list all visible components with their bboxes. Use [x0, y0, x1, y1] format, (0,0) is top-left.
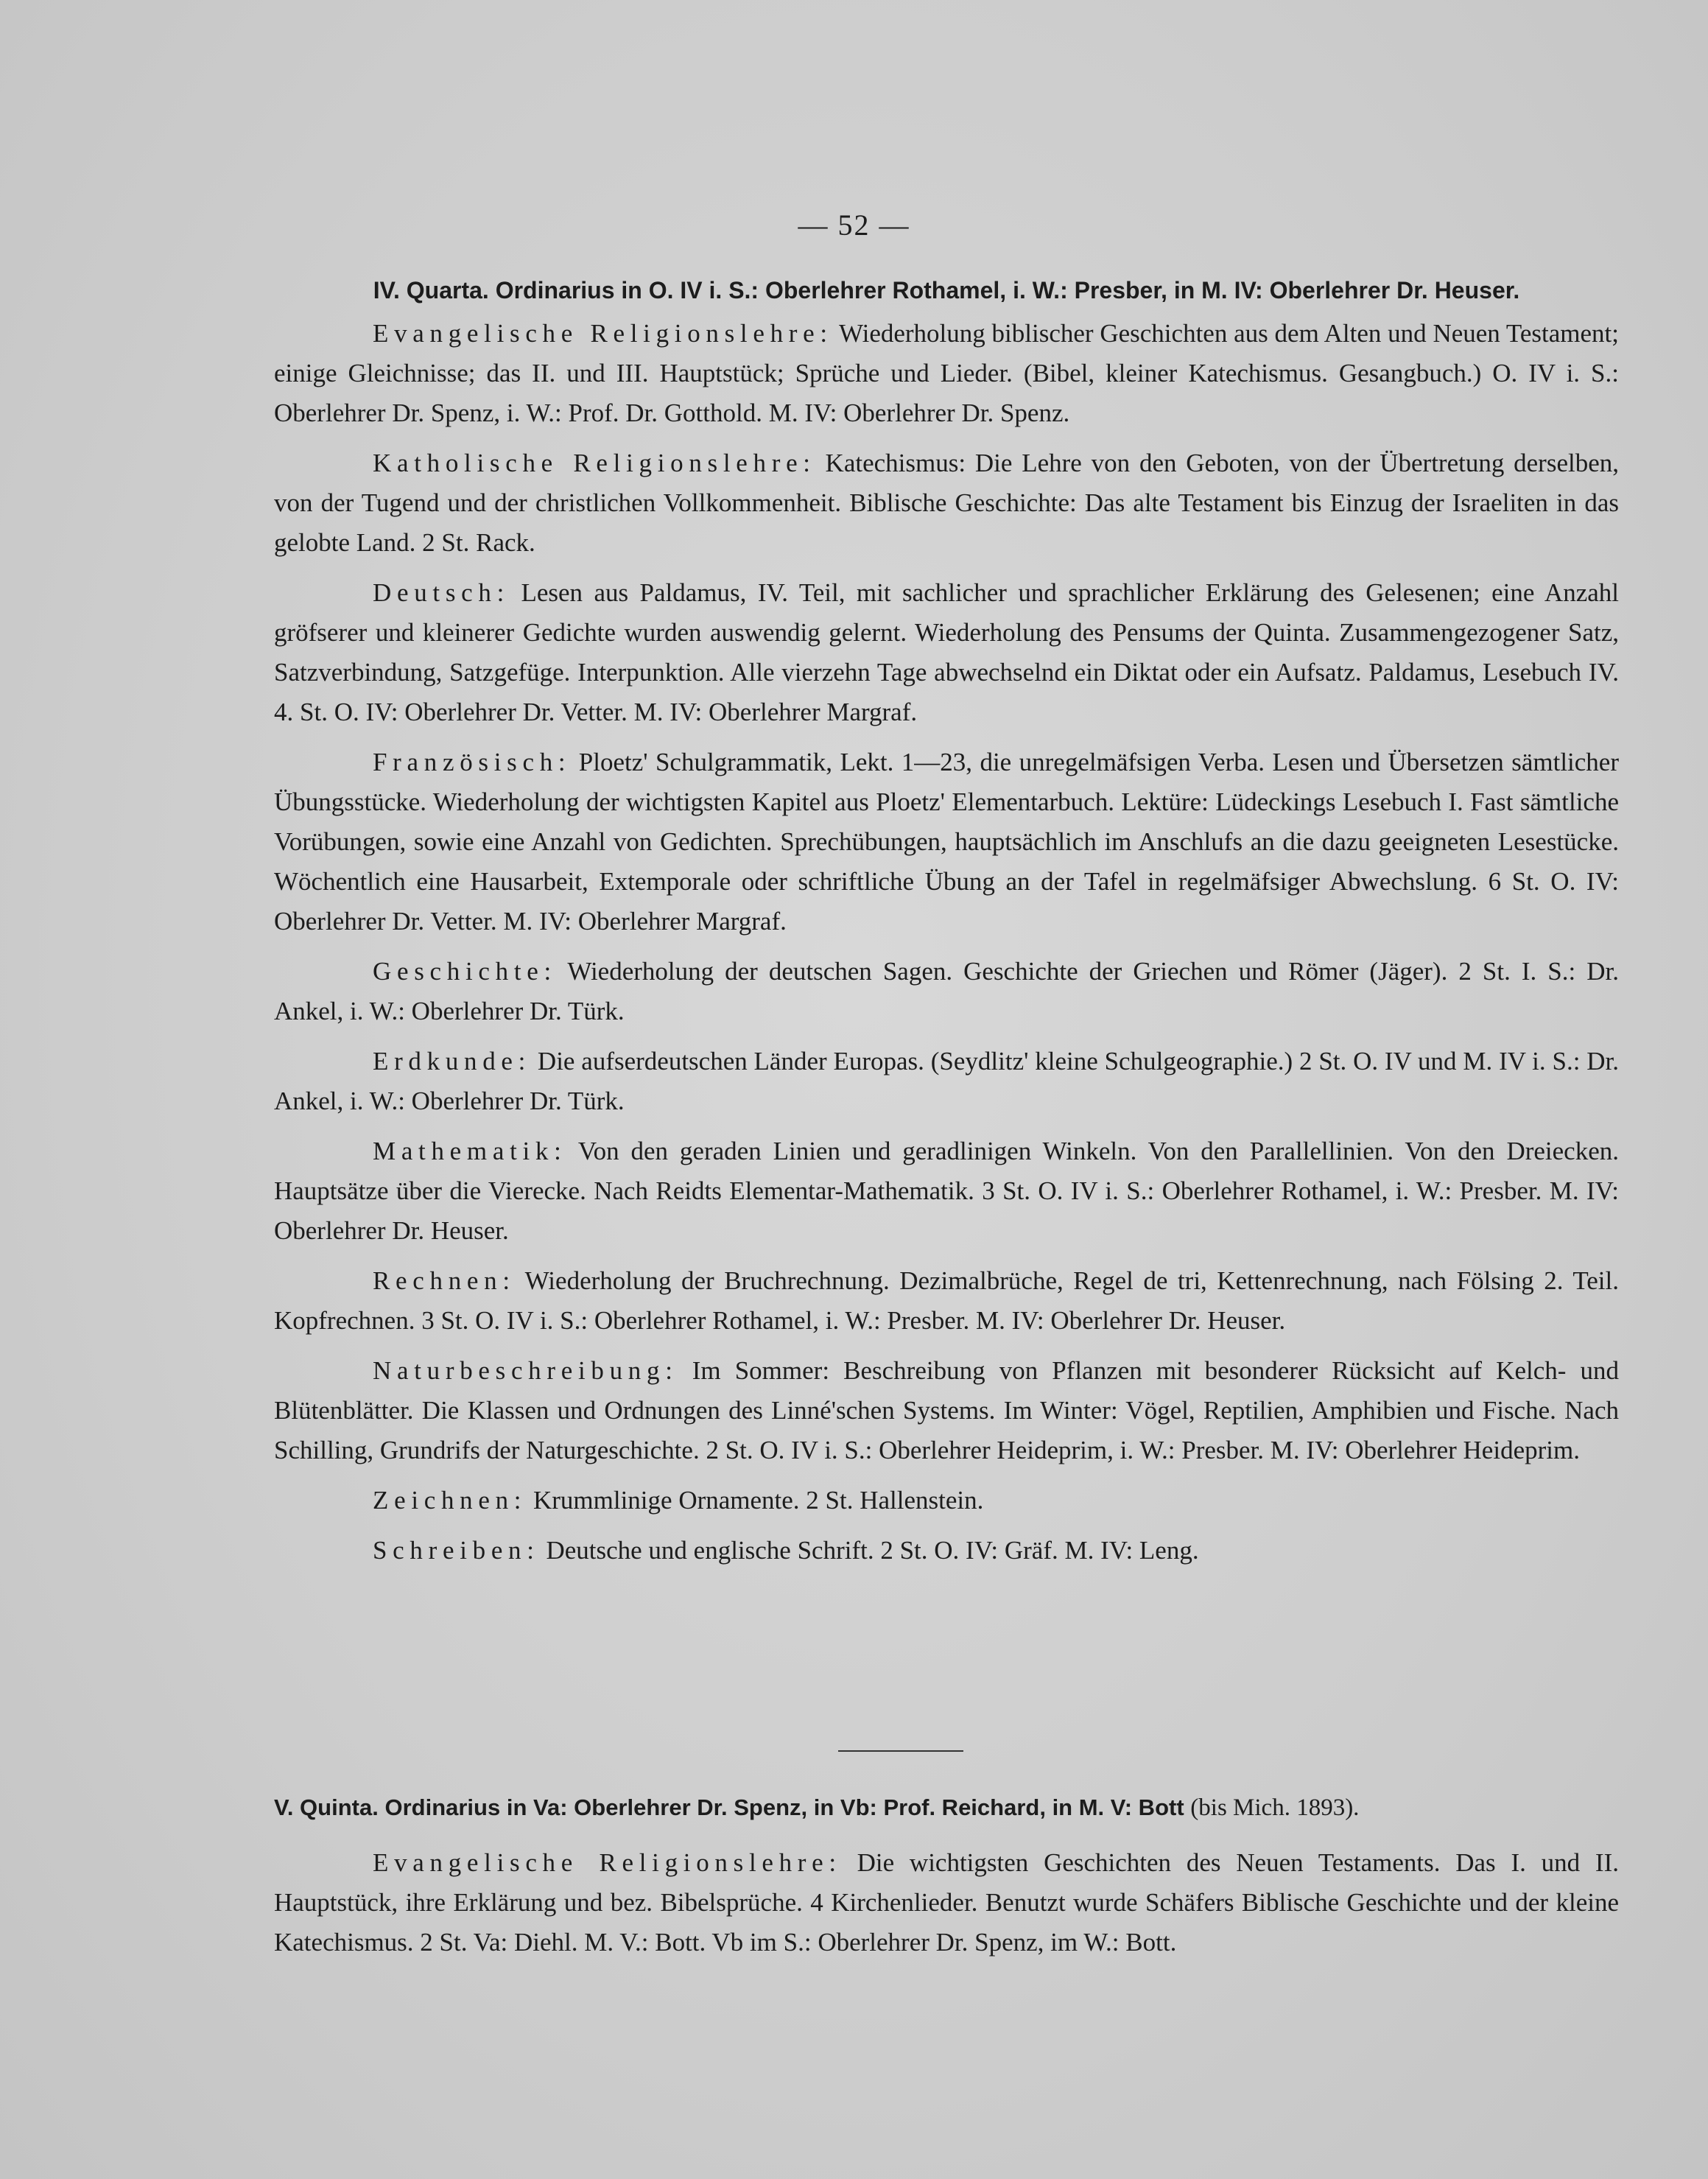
subject-paragraph: [274, 573, 1619, 732]
page-number: — 52 —: [798, 208, 910, 242]
section-quarta: [274, 274, 1619, 1581]
section-quinta: [274, 1792, 1619, 1973]
section-heading-lead: IV. Quarta.: [373, 277, 489, 303]
section-heading-text: Ordinarius in O. IV i. S.: Oberlehrer Rothamel, i. W.: Presber, in M. IV: Oberlehrer Dr. Heuser.: [495, 277, 1520, 303]
subject-paragraph: [274, 1042, 1619, 1121]
subject-text: Im Sommer: Beschreibung von Pflanzen mit besonderer Rücksicht auf Kelch- und Blütenblätter. Die Klassen und Ordnungen des Linné'schen Systems. Im Winter: Vögel, Reptilien, Amphibien und Fische. Nach Schilling, Grundrifs der Naturgeschichte. 2 St. O. IV i. S.: Oberlehrer Heideprim, i. W.: Presber. M. IV: Oberlehrer Heideprim.: [274, 1356, 1619, 1464]
subject-text: Ploetz' Schulgrammatik, Lekt. 1—23, die unregelmäfsigen Verba. Lesen und Übersetzen sämtlicher Übungsstücke. Wiederholung der wichtigsten Kapitel aus Ploetz' Elementarbuch. Lektüre: Lüdeckings Lesebuch I. Fast sämtliche Vorübungen, sowie eine Anzahl von Gedichten. Sprechübungen, hauptsächlich im Anschlufs an die dazu geeigneten Lesestücke. Wöchentlich eine Hausarbeit, Extemporale oder schriftliche Übung an der Tafel in regelmäfsiger Abwechslung. 6 St. O. IV: Oberlehrer Dr. Vetter. M. IV: Oberlehrer Margraf.: [274, 748, 1619, 936]
subject-name: Französisch:: [373, 748, 572, 776]
section-heading-quinta: [274, 1792, 1619, 1824]
subject-text: Deutsche und englische Schrift. 2 St. O. IV: Gräf. M. IV: Leng.: [546, 1536, 1199, 1565]
section-heading-quarta: [274, 274, 1619, 306]
subject-paragraph: [274, 1531, 1619, 1571]
subject-text: Wiederholung biblischer Geschichten aus dem Alten und Neuen Testament; einige Gleichnisse; das II. und III. Hauptstück; Sprüche und Lieder. (Bibel, kleiner Katechismus. Gesangbuch.) O. IV i. S.: Oberlehrer Dr. Spenz, i. W.: Prof. Dr. Gotthold. M. IV: Oberlehrer Dr. Spenz.: [274, 319, 1619, 427]
subject-text: Die aufserdeutschen Länder Europas. (Seydlitz' kleine Schulgeographie.) 2 St. O. IV und M. IV i. S.: Dr. Ankel, i. W.: Oberlehrer Dr. Türk.: [274, 1047, 1619, 1115]
subject-name: Schreiben:: [373, 1536, 540, 1565]
subject-name: Deutsch:: [373, 578, 510, 607]
subject-paragraph: [274, 1131, 1619, 1251]
subject-paragraph: [274, 1261, 1619, 1341]
subject-name: Katholische Religionslehre:: [373, 449, 816, 477]
subject-text: Wiederholung der Bruchrechnung. Dezimalbrüche, Regel de tri, Kettenrechnung, nach Fölsing 2. Teil. Kopfrechnen. 3 St. O. IV i. S.: Oberlehrer Rothamel, i. W.: Presber. M. IV: Oberlehrer Dr. Heuser.: [274, 1266, 1620, 1335]
subject-name: Geschichte:: [373, 957, 557, 986]
subject-text: Die wichtigsten Geschichten des Neuen Testaments. Das I. und II. Hauptstück, ihre Erklärung und bez. Bibelsprüche. 4 Kirchenlieder. Benutzt wurde Schäfers Biblische Geschichte und der kleine Katechismus. 2 St. Va: Diehl. M. V.: Bott. Vb im S.: Oberlehrer Dr. Spenz, im W.: Bott.: [274, 1848, 1619, 1957]
subject-paragraph: [274, 314, 1619, 433]
subject-text: Katechismus: Die Lehre von den Geboten, von der Übertretung derselben, von der Tugend und der christlichen Vollkommenheit. Biblische Geschichte: Das alte Testament bis Einzug der Israeliten in das gelobte Land. 2 St. Rack.: [274, 449, 1619, 557]
subject-paragraph: [274, 1351, 1619, 1470]
subject-name: Evangelische Religionslehre:: [373, 1848, 842, 1877]
subject-name: Zeichnen:: [373, 1486, 527, 1515]
subject-name: Naturbeschreibung:: [373, 1356, 678, 1385]
subject-name: Evangelische Religionslehre:: [373, 319, 833, 348]
subject-text: Von den geraden Linien und geradlinigen Winkeln. Von den Parallellinien. Von den Dreiecken. Hauptsätze über die Vierecke. Nach Reidts Elementar-Mathematik. 3 St. O. IV i. S.: Oberlehrer Rothamel, i. W.: Presber. M. IV: Oberlehrer Dr. Heuser.: [274, 1137, 1619, 1245]
subject-text: Lesen aus Paldamus, IV. Teil, mit sachlicher und sprachlicher Erklärung des Gelesenen; eine Anzahl gröfserer und kleinerer Gedichte wurden auswendig gelernt. Wiederholung des Pensums der Quinta. Zusammengezogener Satz, Satzverbindung, Satzgefüge. Interpunktion. Alle vierzehn Tage abwechselnd ein Diktat oder ein Aufsatz. Paldamus, Lesebuch IV. 4. St. O. IV: Oberlehrer Dr. Vetter. M. IV: Oberlehrer Margraf.: [274, 578, 1619, 726]
section-divider: [838, 1750, 963, 1752]
section-heading-lead: V. Quinta.: [274, 1794, 379, 1820]
subject-paragraph: [274, 443, 1619, 563]
section-heading-text: Ordinarius in Va: Oberlehrer Dr. Spenz, in Vb: Prof. Reichard, in M. V: Bott: [384, 1794, 1184, 1820]
subject-paragraph: [274, 743, 1619, 941]
subject-text: Krummlinige Ornamente. 2 St. Hallenstein.: [533, 1486, 984, 1515]
subject-name: Rechnen:: [373, 1266, 516, 1295]
subject-paragraph: [274, 1481, 1619, 1520]
subject-name: Mathematik:: [373, 1137, 567, 1165]
subject-text: Wiederholung der deutschen Sagen. Geschichte der Griechen und Römer (Jäger). 2 St. I. S.: Dr. Ankel, i. W.: Oberlehrer Dr. Türk.: [274, 957, 1619, 1025]
subject-paragraph: [274, 1843, 1619, 1962]
section-heading-note: (bis Mich. 1893).: [1190, 1794, 1360, 1821]
subject-paragraph: [274, 952, 1619, 1031]
subject-name: Erdkunde:: [373, 1047, 532, 1076]
